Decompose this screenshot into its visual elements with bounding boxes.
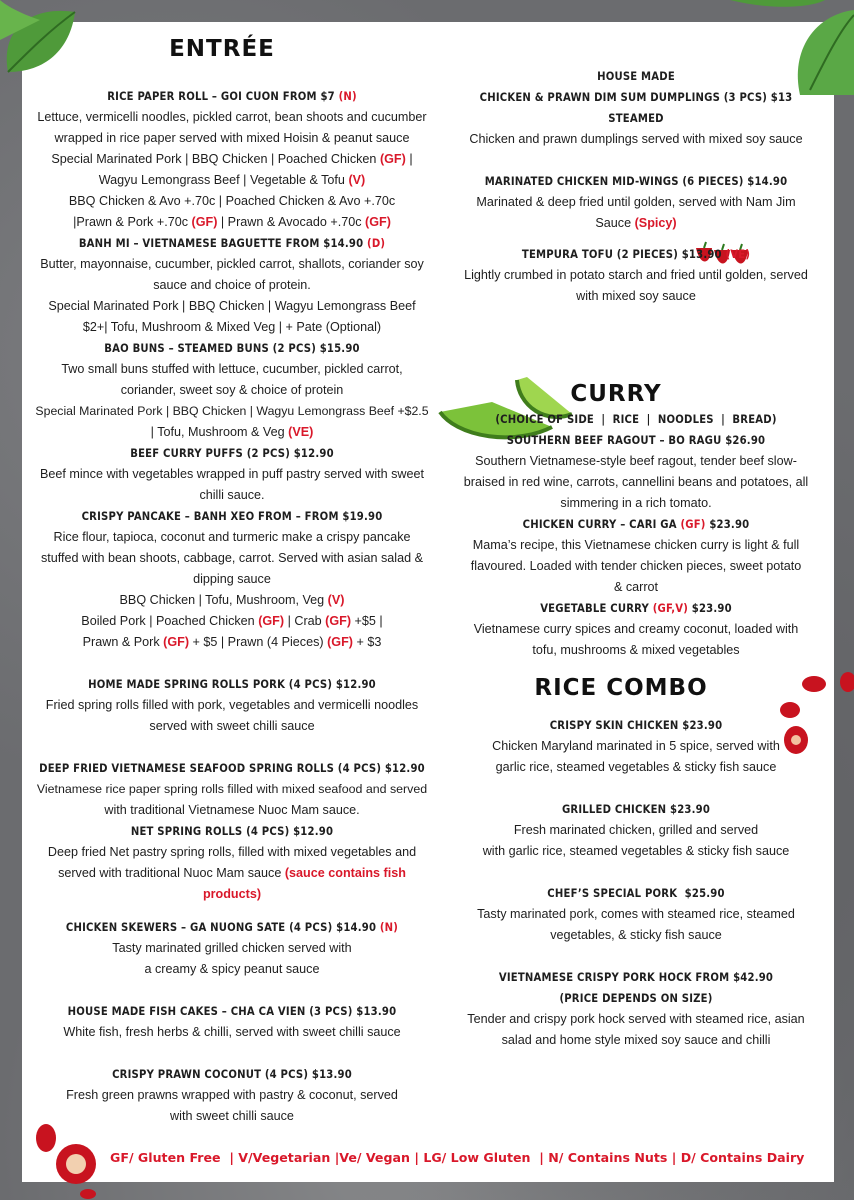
menu-item-title: CHICKEN SKEWERS – GA NUONG SATE (4 PCS) $14.90 (N) <box>65 921 399 934</box>
menu-item-title: CHICKEN CURRY – CARI GA (GF) $23.90 <box>522 518 750 531</box>
menu-item-desc: Tasty marinated grilled chicken served with <box>112 941 352 955</box>
menu-item-desc: braised in red wine, carrots, cannellini beans and potatoes, all <box>463 475 809 489</box>
menu-item-title: BEEF CURRY PUFFS (2 PCS) $12.90 <box>130 447 334 460</box>
menu-item-desc: vegetables, & sticky fish sauce <box>550 928 722 942</box>
menu-item-desc: tofu, mushrooms & mixed vegetables <box>532 643 740 657</box>
menu-item-desc: Lettuce, vermicelli noodles, pickled carrot, bean shoots and cucumber <box>37 110 427 124</box>
menu-item-desc: wrapped in rice paper served with mixed Hoisin & peanut sauce <box>54 131 410 145</box>
menu-item-desc: Southern Vietnamese-style beef ragout, tender beef slow- <box>475 454 797 468</box>
menu-item-title: CRISPY PRAWN COCONUT (4 PCS) $13.90 <box>112 1068 352 1081</box>
menu-item-desc: stuffed with bean shoots, cabbage, carrot. Served with asian salad & <box>40 551 423 565</box>
menu-item-title: VEGETABLE CURRY (GF,V) $23.90 <box>540 602 732 615</box>
menu-item-desc: Sauce (Spicy) <box>595 216 677 230</box>
menu-item-title: (PRICE DEPENDS ON SIZE) <box>559 992 713 1005</box>
menu-item-title: TEMPURA TOFU (2 PIECES) $13.90 (VE) <box>521 248 751 261</box>
menu-item-options: BBQ Chicken | Tofu, Mushroom, Veg (V) <box>119 593 345 607</box>
menu-item-desc: Beef mince with vegetables wrapped in puff pastry served with sweet <box>39 467 425 481</box>
menu-item-desc: garlic rice, steamed vegetables & sticky fish sauce <box>495 760 777 774</box>
menu-item-desc: salad and home style mixed soy sauce and chilli <box>501 1033 771 1047</box>
menu-item-desc: White fish, fresh herbs & chilli, served with sweet chilli sauce <box>63 1025 401 1039</box>
menu-item-title: MARINATED CHICKEN MID-WINGS (6 PIECES) $14.90 <box>484 175 788 188</box>
menu-item-desc: with sweet chilli sauce <box>170 1109 294 1123</box>
menu-item-title: SOUTHERN BEEF RAGOUT – BO RAGU $26.90 <box>506 434 766 447</box>
curry-heading: CURRY <box>570 381 662 407</box>
menu-item-desc: flavoured. Loaded with tender chicken pieces, sweet potato <box>470 559 802 573</box>
menu-item-desc: with traditional Vietnamese Nuoc Mam sauce. <box>104 803 360 817</box>
menu-item-desc: products) <box>202 887 262 901</box>
menu-item-options: Special Marinated Pork | BBQ Chicken | Wagyu Lemongrass Beef <box>48 299 416 313</box>
menu-item-options: BBQ Chicken & Avo +.70c | Poached Chicken & Avo +.70c <box>68 194 396 208</box>
menu-item-title: HOUSE MADE <box>597 70 675 83</box>
menu-item-options: Wagyu Lemongrass Beef | Vegetable & Tofu (V) <box>98 173 366 187</box>
menu-item-desc: Chicken Maryland marinated in 5 spice, served with <box>492 739 780 753</box>
menu-item-desc: Mama’s recipe, this Vietnamese chicken curry is light & full <box>472 538 800 552</box>
menu-item-options: Special Marinated Pork | BBQ Chicken | Poached Chicken (GF) | <box>51 152 413 166</box>
menu-item-options: | Tofu, Mushroom & Veg (VE) <box>150 425 314 439</box>
menu-item-desc: Fried spring rolls filled with pork, vegetables and vermicelli noodles <box>45 698 419 712</box>
entree-heading: ENTRÉE <box>169 36 275 62</box>
menu-item-desc: Rice flour, tapioca, coconut and turmeric make a crispy pancake <box>53 530 411 544</box>
menu-item-title: DEEP FRIED VIETNAMESE SEAFOOD SPRING ROLLS (4 PCS) $12.90 <box>39 762 425 775</box>
menu-item-title: VIETNAMESE CRISPY PORK HOCK FROM $42.90 <box>498 971 774 984</box>
menu-item-desc: simmering in a rich tomato. <box>560 496 712 510</box>
menu-item-title: BANH MI – VIETNAMESE BAGUETTE FROM $14.90 (D) <box>78 237 386 250</box>
menu-item-desc: Vietnamese rice paper spring rolls filled with mixed seafood and served <box>36 782 428 796</box>
menu-item-desc: a creamy & spicy peanut sauce <box>144 962 320 976</box>
menu-item-options: Prawn & Pork (GF) + $5 | Prawn (4 Pieces) (GF) + $3 <box>82 635 382 649</box>
menu-item-options: $2+| Tofu, Mushroom & Mixed Veg | + Pate (Optional) <box>82 320 382 334</box>
menu-item-options: Boiled Pork | Poached Chicken (GF) | Crab (GF) +$5 | <box>81 614 383 628</box>
menu-item-desc: sauce and choice of protein. <box>153 278 311 292</box>
menu-item-title: BAO BUNS – STEAMED BUNS (2 PCS) $15.90 <box>104 342 360 355</box>
menu-item-title: CHEF’S SPECIAL PORK $25.90 <box>547 887 725 900</box>
menu-item-title: CHICKEN & PRAWN DIM SUM DUMPLINGS (3 PCS) $13 <box>479 91 793 104</box>
menu-item-options: Special Marinated Pork | BBQ Chicken | Wagyu Lemongrass Beef +$2.5 <box>35 404 429 418</box>
menu-item-desc: chilli sauce. <box>199 488 265 502</box>
menu-item-desc: Butter, mayonnaise, cucumber, pickled carrot, shallots, coriander soy <box>40 257 424 271</box>
menu-item-title: NET SPRING ROLLS (4 PCS) $12.90 <box>130 825 334 838</box>
menu-item-title: HOUSE MADE FISH CAKES – CHA CA VIEN (3 PCS) $13.90 <box>67 1005 397 1018</box>
menu-item-desc: Fresh green prawns wrapped with pastry & coconut, served <box>66 1088 398 1102</box>
menu-item-title: STEAMED <box>608 112 664 125</box>
menu-item-desc: coriander, sweet soy & choice of protein <box>120 383 344 397</box>
menu-item-desc: Fresh marinated chicken, grilled and served <box>513 823 759 837</box>
menu-item-options: |Prawn & Pork +.70c (GF) | Prawn & Avocado +.70c (GF) <box>73 215 391 229</box>
menu-item-desc: Deep fried Net pastry spring rolls, filled with mixed vegetables and <box>47 845 417 859</box>
menu-item-desc: dipping sauce <box>193 572 271 586</box>
menu-item-desc: Tender and crispy pork hock served with steamed rice, asian <box>467 1012 805 1026</box>
menu-item-desc: Chicken and prawn dumplings served with mixed soy sauce <box>469 132 803 146</box>
menu-item-title: CRISPY SKIN CHICKEN $23.90 <box>549 719 723 732</box>
dietary-legend: GF/ Gluten Free | V/Vegetarian |Ve/ Vegan | LG/ Low Gluten | N/ Contains Nuts | D/ Contains Dairy <box>110 1150 805 1165</box>
menu-item-title: RICE PAPER ROLL – GOI CUON FROM $7 (N) <box>107 90 357 103</box>
menu-item-desc: & carrot <box>613 580 659 594</box>
curry-subheading: (CHOICE OF SIDE | RICE | NOODLES | BREAD) <box>495 413 777 426</box>
entree-column <box>22 36 442 1127</box>
menu-item-desc: Vietnamese curry spices and creamy coconut, loaded with <box>473 622 799 636</box>
chilli-slice-icon <box>28 1120 108 1200</box>
menu-item-desc: Lightly crumbed in potato starch and fried until golden, served <box>464 268 808 282</box>
menu-item-desc: served with sweet chilli sauce <box>149 719 315 733</box>
menu-item-desc: with mixed soy sauce <box>576 289 696 303</box>
menu-item-desc: served with traditional Nuoc Mam sauce (sauce contains fish <box>58 866 406 880</box>
rice-combo-heading: RICE COMBO <box>534 675 708 701</box>
right-column <box>436 66 836 1051</box>
menu-item-desc: with garlic rice, steamed vegetables & sticky fish sauce <box>482 844 790 858</box>
menu-item-title: GRILLED CHICKEN $23.90 <box>561 803 711 816</box>
menu-item-title: CRISPY PANCAKE – BANH XEO FROM – FROM $19.90 <box>81 510 383 523</box>
menu-item-desc: Two small buns stuffed with lettuce, cucumber, pickled carrot, <box>61 362 403 376</box>
menu-item-desc: Tasty marinated pork, comes with steamed rice, steamed <box>477 907 795 921</box>
menu-item-title: HOME MADE SPRING ROLLS PORK (4 PCS) $12.90 <box>88 678 376 691</box>
menu-item-desc: Marinated & deep fried until golden, served with Nam Jim <box>476 195 796 209</box>
